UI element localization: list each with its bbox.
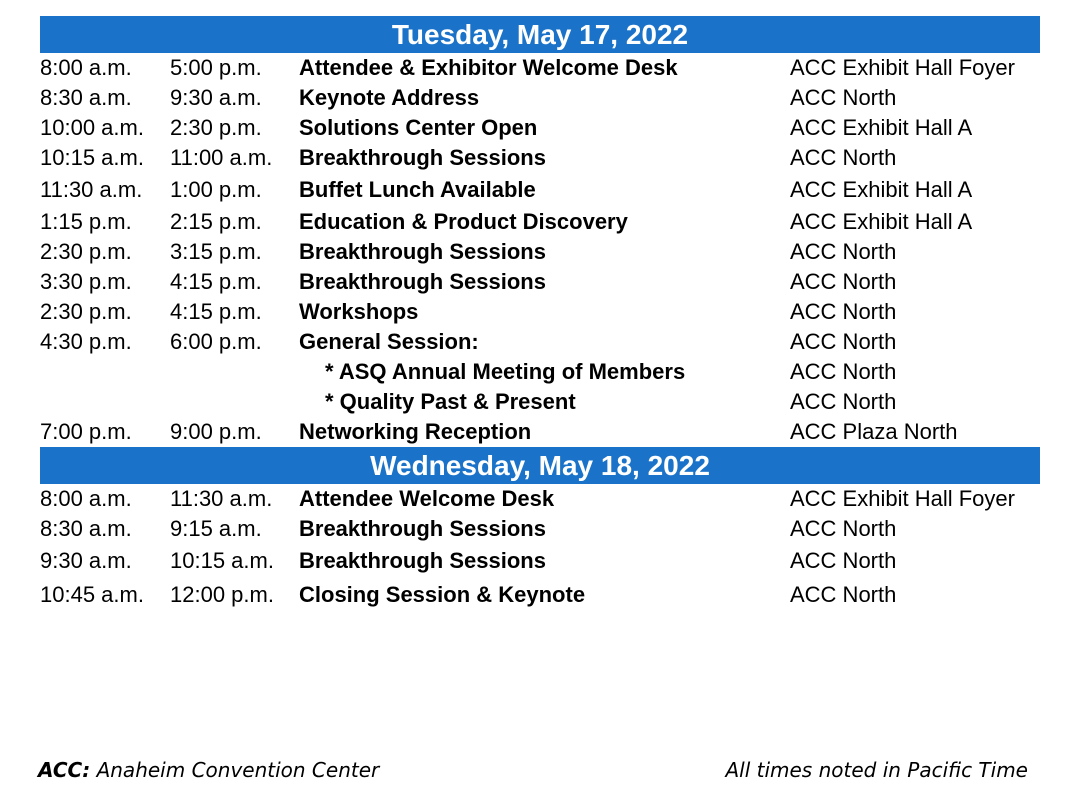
event-title: Education & Product Discovery [299,209,628,234]
event-location: ACC North [790,582,897,607]
schedule-row [40,578,1040,612]
day-header-wednesday: Wednesday, May 18, 2022 [40,447,1040,484]
schedule-row [40,113,1040,143]
footer-abbr-expansion: Anaheim Convention Center [96,758,380,782]
end-time: 4:15 p.m. [170,299,262,324]
start-time: 2:30 p.m. [40,299,132,324]
start-time: 8:30 a.m. [40,516,132,541]
event-title: Breakthrough Sessions [299,239,546,264]
schedule-row [40,514,1040,544]
end-time: 2:30 p.m. [170,115,262,140]
event-location: ACC Exhibit Hall A [790,115,973,140]
start-time: 9:30 a.m. [40,548,132,573]
event-location: ACC Exhibit Hall A [790,177,973,202]
event-title: Networking Reception [299,419,532,444]
end-time: 11:00 a.m. [170,145,273,170]
event-title: Closing Session & Keynote [299,582,586,607]
event-location: ACC North [790,239,897,264]
start-time: 2:30 p.m. [40,239,132,264]
event-location: ACC North [790,389,897,414]
day-rows-tuesday [40,53,1040,447]
start-time: 11:30 a.m. [40,177,143,202]
start-time: 10:00 a.m. [40,115,144,140]
event-title: Breakthrough Sessions [299,145,546,170]
event-location: ACC North [790,299,897,324]
event-location: ACC North [790,145,897,170]
end-time: 12:00 p.m. [170,582,274,607]
schedule-row [40,173,1040,207]
end-time: 9:30 a.m. [170,85,262,110]
event-title: Breakthrough Sessions [299,269,546,294]
event-title: General Session: [299,329,479,354]
event-location: ACC Exhibit Hall Foyer [790,55,1015,80]
day-rows-wednesday [40,484,1040,612]
start-time: 8:30 a.m. [40,85,132,110]
end-time: 5:00 p.m. [170,55,262,80]
schedule-row [40,544,1040,578]
footer-abbr: ACC: [38,758,91,782]
event-title: Buffet Lunch Available [299,177,536,202]
event-title: Workshops [299,299,419,324]
event-location: ACC North [790,516,897,541]
schedule-row [40,267,1040,297]
schedule-row [40,207,1040,237]
event-location: ACC North [790,85,897,110]
end-time: 9:15 a.m. [170,516,262,541]
event-location: ACC North [790,548,897,573]
start-time: 10:45 a.m. [40,582,144,607]
end-time: 9:00 p.m. [170,419,262,444]
event-title: Breakthrough Sessions [299,548,546,573]
start-time: 10:15 a.m. [40,145,144,170]
footer-timezone-note: All times noted in Pacific Time [725,758,1028,782]
start-time: 4:30 p.m. [40,329,132,354]
schedule-row [40,83,1040,113]
event-subitem: * Quality Past & Present [325,389,576,414]
end-time: 10:15 a.m. [170,548,274,573]
end-time: 4:15 p.m. [170,269,262,294]
schedule-row [40,237,1040,267]
start-time: 1:15 p.m. [40,209,132,234]
start-time: 7:00 p.m. [40,419,132,444]
schedule-row [40,143,1040,173]
footer-abbreviation-note [38,758,379,782]
event-location: ACC Exhibit Hall Foyer [790,486,1015,511]
start-time: 8:00 a.m. [40,55,132,80]
end-time: 1:00 p.m. [170,177,262,202]
event-title: Attendee Welcome Desk [299,486,555,511]
schedule-row [40,327,1040,357]
start-time: 3:30 p.m. [40,269,132,294]
schedule-subrow [40,387,1040,417]
schedule [40,16,1040,612]
schedule-row [40,417,1040,447]
event-location: ACC North [790,359,897,384]
event-title: Breakthrough Sessions [299,516,546,541]
day-header-tuesday: Tuesday, May 17, 2022 [40,16,1040,53]
event-subitem: * ASQ Annual Meeting of Members [325,359,686,384]
event-title: Solutions Center Open [299,115,538,140]
schedule-row [40,484,1040,514]
schedule-row [40,53,1040,83]
event-location: ACC North [790,329,897,354]
event-title: Attendee & Exhibitor Welcome Desk [299,55,678,80]
end-time: 2:15 p.m. [170,209,262,234]
event-location: ACC Exhibit Hall A [790,209,973,234]
start-time: 8:00 a.m. [40,486,132,511]
end-time: 3:15 p.m. [170,239,262,264]
end-time: 11:30 a.m. [170,486,273,511]
event-title: Keynote Address [299,85,480,110]
schedule-row [40,297,1040,327]
schedule-subrow [40,357,1040,387]
event-location: ACC North [790,269,897,294]
end-time: 6:00 p.m. [170,329,262,354]
event-location: ACC Plaza North [790,419,958,444]
